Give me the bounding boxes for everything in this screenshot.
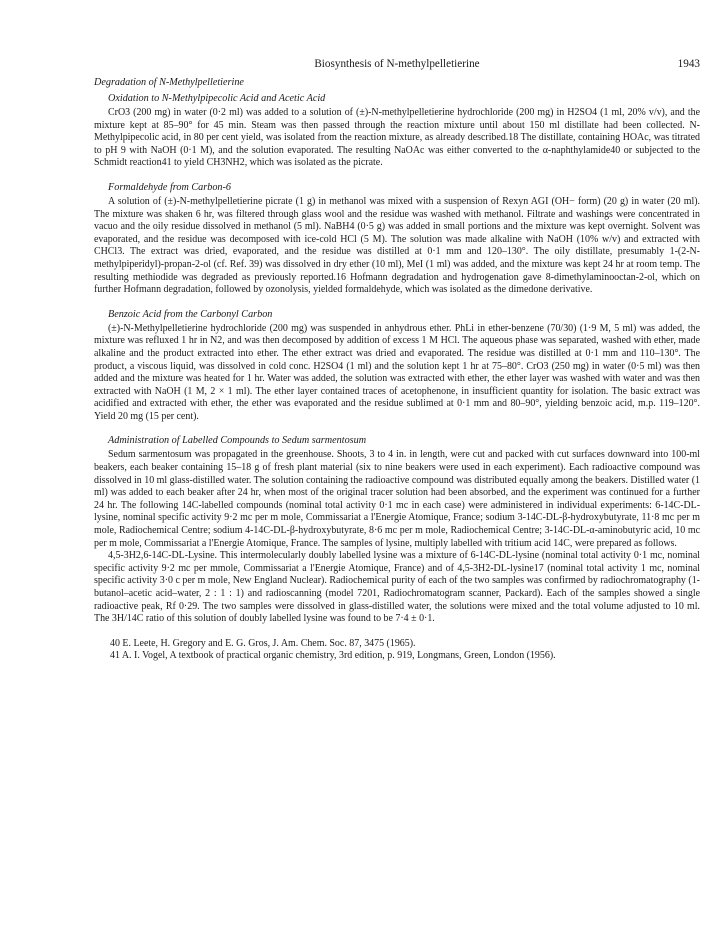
reference-40: 40 E. Leete, H. Gregory and E. G. Gros, J. Am. Chem. Soc. 87, 3475 (1965). xyxy=(110,637,416,649)
journal-page xyxy=(94,58,700,663)
section-benzoic-acid xyxy=(94,308,700,424)
section-heading: Formaldehyde from Carbon-6 xyxy=(108,181,231,193)
body-paragraph: CrO3 (200 mg) in water (0·2 ml) was added to a solution of (±)-N-methylpelletierine hydrochloride (200 mg) in H2SO4 (1 ml, 20% v/v), and the mixture kept at 85–90° for 45 min. Steam was then passed through the reaction mixture until about 150 ml distillate had been collected. N-Methylpipecolic acid, in 80 per cent yield, was isolated from the reaction mixture, as already described.18 The distillate, containing HOAc, was titrated to pH 9 with NaOH (0·1 M), and the solution evaporated. The resulting NaOAc was either converted to the α-naphthylamide40 or subjected to the Schmidt reaction41 to yield CH3NH2, which was isolated as the picrate. xyxy=(94,107,700,169)
body-paragraph: (±)-N-Methylpelletierine hydrochloride (200 mg) was suspended in anhydrous ether. PhLi in ether-benzene (70/30) (1·9 M, 5 ml) was added, the mixture was refluxed 1 hr in N2, and was then decomposed by addition of excess 1 M HCl. The aqueous phase was separated, washed with ether, made alkaline and the product extracted into ether. The ether extract was dried and evaporated. The residue was distilled at 0·1 mm and 110–130°. The product, a viscous liquid, was dissolved in cold conc. H2SO4 (1 ml) and the solution kept 1 hr at 75–80°. CrO3 (250 mg) in water (0·5 ml) was then added and the mixture was heated for 1 hr. Water was added, the solution was extracted with ether, the ether layer was washed with water and was then extracted with NaOH (1 M, 2 × 1 ml). The ether layer contained traces of acetophenone, in insufficient quantity for isolation. The basic extract was acidified and extracted with ether, the ether was evaporated and the residue sublimed at 0·1 mm and 80–90°, yielding benzoic acid, m.p. 119–120°. Yield 20 mg (15 per cent). xyxy=(94,322,700,422)
page-number: 1943 xyxy=(677,58,700,70)
footnotes xyxy=(94,638,700,663)
running-title: Biosynthesis of N-methylpelletierine xyxy=(314,58,480,70)
body-paragraph: Sedum sarmentosum was propagated in the greenhouse. Shoots, 3 to 4 in. in length, were cut and packed with cut surfaces downward into 100-ml beakers, each beaker containing 15–18 g of fresh plant material (six to nine beakers were used in each experiment). Each radioactive compound was dissolved in 10 ml glass-distilled water. The solution containing the radioactive compound was distributed equally among the beakers. Distilled water (1 ml) was added to each beaker after 24 hr, when most of the original tracer solution had been absorbed, and the experiment was continued for a further 24 hr. The following 14C-labelled compounds (nominal total activity 0·1 mc in each case) were administered in individual experiments: 6-14C-DL-lysine, nominal specific activity 9·2 mc per m mole, Commissariat a l'Energie Atomique, France; sodium 3-14C-DL-β-hydroxybutyrate, 11·8 mc per m mole, Radiochemical Centre; sodium 4-14C-DL-β-hydroxybutyrate, 8·6 mc per m mole, Radiochemical Centre; 3-14C-DL-α-aminobutyric acid, 10 mc per m mole, Commissariat a l'Energie Atomique, France. The samples of lysine, multiply labelled with tritium acid 14C, were prepared as follows. xyxy=(94,449,700,549)
running-header xyxy=(94,58,700,76)
subsection-heading: Oxidation to N-Methylpipecolic Acid and Acetic Acid xyxy=(108,93,326,104)
section-heading: Degradation of N-Methylpelletierine xyxy=(94,77,244,88)
section-administration xyxy=(94,434,700,625)
body-paragraph: A solution of (±)-N-methylpelletierine picrate (1 g) in methanol was mixed with a suspension of Rexyn AGI (OH− form) (20 g) in water (20 ml). The mixture was shaken 6 hr, was filtered through glass wool and the residue was washed with methanol. Filtrate and washings were concentrated in vacuo and the oily residue dissolved in methanol (5 ml). NaBH4 (0·5 g) was added in small portions and the mixture was kept overnight. Solvent was evaporated, and the residue was decomposed with ice-cold HCl (5 M). The solution was made alkaline with NaOH (10% w/v) and extracted with CHCl3. The extract was dried, evaporated, and the residue was distilled at 0·1 mm and 120–130°. The oily distillate, presumably 1-(2-N-methylpiperidyl)-propan-2-ol (cf. Ref. 39) was dissolved in dry ether (10 ml), MeI (1 ml) was added, and the mixture was kept 24 hr at room temp. The resulting methiodide was degraded as previously reported.16 Hofmann degradation and hydrogenation gave 8-dimethylaminooctan-2-ol, which on further Hofmann degradation, followed by ozonolysis, yielded formaldehyde, which was isolated as the dimedone derivative. xyxy=(94,195,700,296)
section-degradation xyxy=(94,76,700,170)
body-paragraph: 4,5-3H2,6-14C-DL-Lysine. This intermolecularly doubly labelled lysine was a mixture of 6-14C-DL-lysine (nominal total activity 0·1 mc, nominal specific activity 9·2 mc per mmole, Commissariat a l'Energie Atomique, France) and of 4,5-3H2-DL-lysine17 (nominal total activity 1 mc, nominal specific activity 3·0 c per m mole, New England Nuclear). Radiochemical purity of each of the two samples was confirmed by radiochromatography (1-butanol–acetic acid–water, 2 : 1 : 1) and radioscanning (model 7201, Radiochromatogram scanner, Packard). Each of the samples showed a single radioactive peak, Rf 0·29. The two samples were dissolved in glass-distilled water, the solutions were mixed and the total volume adjusted to 10 ml. The 3H/14C ratio of this solution of doubly labelled lysine was found to be 7·4 ± 0·1. xyxy=(94,550,700,625)
section-heading: Benzoic Acid from the Carbonyl Carbon xyxy=(108,308,273,320)
section-formaldehyde xyxy=(94,181,700,297)
reference-41: 41 A. I. Vogel, A textbook of practical organic chemistry, 3rd edition, p. 919, Longmans, Green, London (1956). xyxy=(110,650,556,662)
section-heading: Administration of Labelled Compounds to Sedum sarmentosum xyxy=(108,435,367,447)
